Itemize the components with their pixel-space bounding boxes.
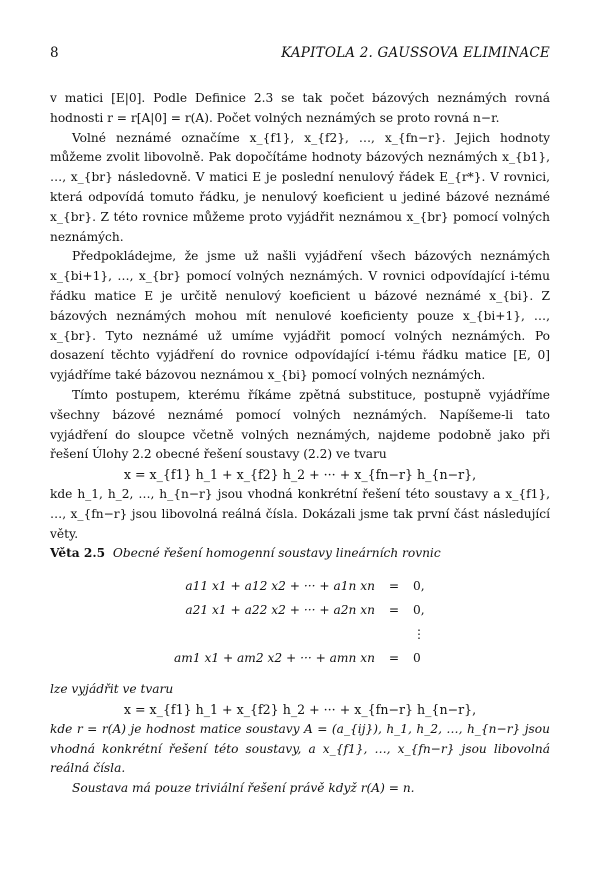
theorem-label: Věta 2.5: [50, 546, 106, 561]
chapter-title: KAPITOLA 2. GAUSSOVA ELIMINACE: [281, 45, 550, 61]
paragraph-5: kde h_1, h_2, …, h_{n−r} jsou vhodná konkrétní řešení této soustavy a x_{f1}, …, x_{fn−r} jsou libovolná reálná čísla. Dokázali jsme tak první část následující věty.: [50, 486, 550, 541]
equation-row: a11 x1 + a12 x2 + ··· + a1n xn = 0,: [185, 579, 425, 594]
paragraph-3: Předpokládejme, že jsme už našli vyjádření všech bázových neznámých x_{bi+1}, …, x_{br} pomocí volných neznámých. V rovnici odpovídající i-tému řádku matice E je určitě nenulový koeficient u bázové neznámé x_{bi}. Z bázových neznámých mohou mít nenulové koeficienty pouze x_{bi+1}, …, x_{br}. Tyto neznámé už umíme vyjádřit pomocí volných neznámých. Po dosazení těchto vyjádření do rovnice odpovídající i-tému řádku matice [E, 0] vyjádříme také bázovou neznámou x_{bi} pomocí volných neznámých.: [50, 249, 550, 383]
equation-row: am1 x1 + am2 x2 + ··· + amn xn = 0: [174, 651, 421, 666]
equation-row-ellipsis: ⋮: [412, 627, 426, 642]
theorem-final-statement: Soustava má pouze triviální řešení právě když r(A) = n.: [72, 781, 415, 796]
page-body: [50, 89, 550, 799]
paragraph-1: v matici [E|0]. Podle Definice 2.3 se tak počet bázových neznámých rovná hodnosti r = r[A|0] = r(A). Počet volných neznámých se proto rovná n−r.: [50, 91, 550, 125]
display-equation-1: x = x_{f1} h_1 + x_{f2} h_2 + ··· + x_{fn−r} h_{n−r},: [123, 467, 477, 483]
theorem-heading: [50, 544, 550, 564]
paragraph-4: Tímto postupem, kterému říkáme zpětná substituce, postupně vyjádříme všechny bázové neznámé pomocí volných neznámých. Napíšeme-li tato vyjádření do sloupce včetně volných neznámých, najdeme podobně jako při řešení Úlohy 2.2 obecné řešení soustavy (2.2) ve tvaru: [50, 387, 550, 462]
display-equation-2: x = x_{f1} h_1 + x_{f2} h_2 + ··· + x_{fn−r} h_{n−r},: [123, 701, 477, 717]
equation-system: [170, 574, 550, 670]
theorem-title: Obecné řešení homogenní soustavy lineárních rovnic: [112, 546, 441, 561]
theorem-connector: lze vyjádřit ve tvaru: [50, 682, 174, 697]
paragraph-2: Volné neznámé označíme x_{f1}, x_{f2}, …, x_{fn−r}. Jejich hodnoty můžeme zvolit libovolně. Pak dopočítáme hodnoty bázových neznámých x_{b1}, …, x_{br} následovně. V matici E je poslední nenulový řádek E_{r*}. V rovnici, která odpovídá tomuto řádku, je nenulový koeficient u jediné bázové neznámé x_{br}. Z této rovnice můžeme proto vyjádřit neznámou x_{br} pomocí volných neznámých.: [50, 130, 550, 244]
page-number: 8: [50, 45, 59, 61]
equation-row: a21 x1 + a22 x2 + ··· + a2n xn = 0,: [185, 603, 425, 618]
running-header: [50, 45, 550, 69]
theorem-closing: kde r = r(A) je hodnost matice soustavy A = (a_{ij}), h_1, h_2, …, h_{n−r} jsou vhodná konkrétní řešení této soustavy, a x_{f1}, …, x_{fn−r} jsou libovolná reálná čísla.: [50, 721, 550, 776]
page: [50, 45, 550, 799]
